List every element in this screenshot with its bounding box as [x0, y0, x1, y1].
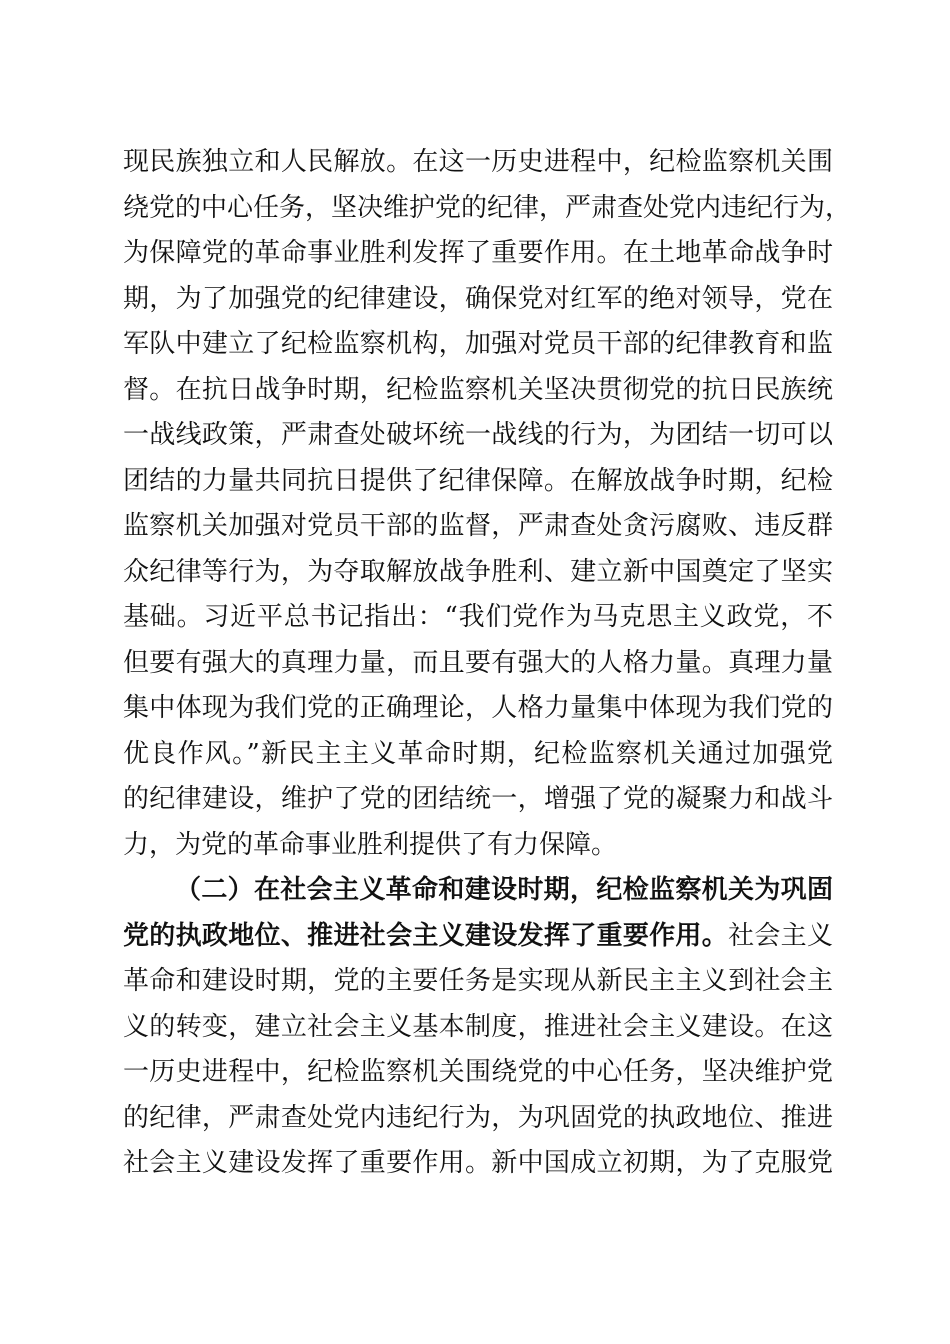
text-line	[123, 914, 833, 960]
text-line: 革命和建设时期，党的主要任务是实现从新民主主义到社会主	[123, 966, 833, 996]
paragraph	[123, 868, 833, 1187]
text-line: 力，为党的革命事业胜利提供了有力保障。	[123, 829, 618, 860]
text-line: 军队中建立了纪检监察机构，加强对党员干部的纪律教育和监	[123, 329, 833, 359]
text-line: 监察机关加强对党员干部的监督，严肃查处贪污腐败、违反群	[123, 511, 833, 541]
paragraph	[123, 140, 852, 868]
text-line: 现民族独立和人民解放。在这一历史进程中，纪检监察机关围	[123, 147, 833, 177]
text-line: 但要有强大的真理力量，而且要有强大的人格力量。真理力量	[123, 647, 833, 678]
text-line: 的纪律，严肃查处党内违纪行为，为巩固党的执政地位、推进	[123, 1102, 833, 1133]
text-line: 基础。习近平总书记指出：“我们党作为马克思主义政党，不	[123, 602, 833, 632]
text-line: 期，为了加强党的纪律建设，确保党对红军的绝对领导，党在	[123, 283, 833, 314]
text-line: 为保障党的革命事业胜利发挥了重要作用。在土地革命战争时	[123, 238, 833, 268]
text-line: 绕党的中心任务，坚决维护党的纪律，严肃查处党内违纪行为，	[123, 192, 852, 223]
text-line: 一战线政策，严肃查处破坏统一战线的行为，为团结一切可以	[123, 420, 833, 450]
text-line: 众纪律等行为，为夺取解放战争胜利、建立新中国奠定了坚实	[123, 556, 833, 587]
text-line: 优良作风。”新民主主义革命时期，纪检监察机关通过加强党	[123, 738, 833, 769]
body-text	[123, 140, 852, 1187]
section-heading: （二）在社会主义革命和建设时期，纪检监察机关为巩固	[175, 875, 833, 905]
text-line: 社会主义建设发挥了重要作用。新中国成立初期，为了克服党	[123, 1148, 833, 1178]
section-heading-continued: 党的执政地位、推进社会主义建设发挥了重要作用。	[123, 920, 729, 951]
text-line: 督。在抗日战争时期，纪检监察机关坚决贯彻党的抗日民族统	[123, 374, 833, 405]
text-span: 社会主义	[728, 920, 833, 951]
text-line: 一历史进程中，纪检监察机关围绕党的中心任务，坚决维护党	[123, 1057, 833, 1087]
text-line: 集中体现为我们党的正确理论，人格力量集中体现为我们党的	[123, 693, 833, 723]
text-line: 团结的力量共同抗日提供了纪律保障。在解放战争时期，纪检	[123, 465, 833, 496]
text-line: 义的转变，建立社会主义基本制度，推进社会主义建设。在这	[123, 1011, 833, 1042]
text-line: 的纪律建设，维护了党的团结统一，增强了党的凝聚力和战斗	[123, 784, 833, 814]
